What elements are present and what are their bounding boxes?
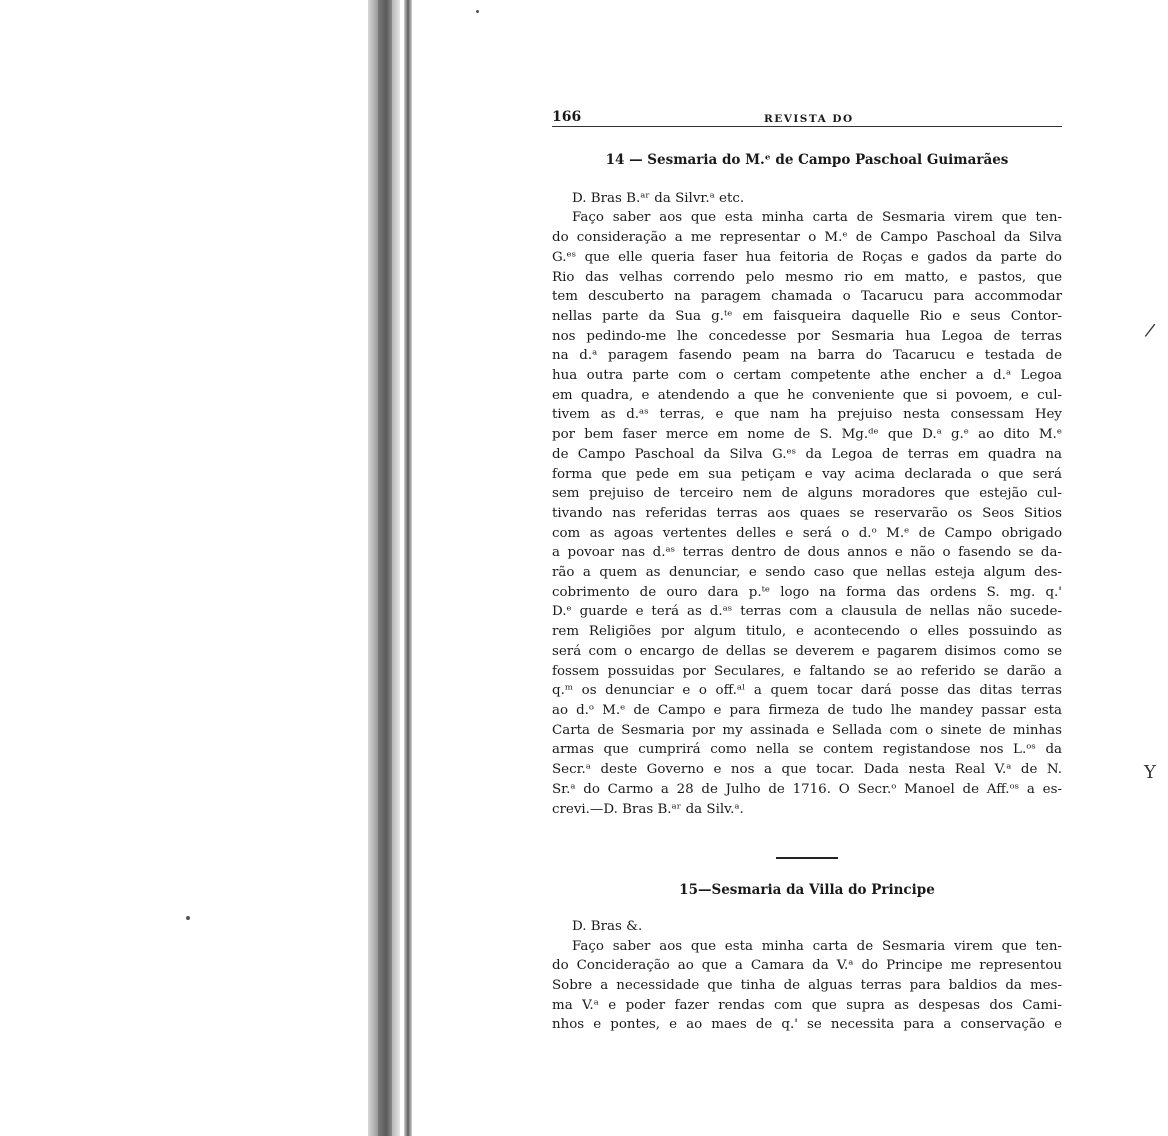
text-line: q.ᵐ os denunciar e o off.ᵃˡ a quem tocar dará posse das ditas terras <box>552 683 1062 699</box>
text-line: Faço saber aos que esta minha carta de Sesmaria virem que ten- <box>572 938 1062 954</box>
text-line: do consideração a me representar o M.ᵉ de Campo Paschoal da Silva <box>552 230 1062 246</box>
text-line: forma que pede em sua petiçam e vay acima declarada o que será <box>552 466 1062 482</box>
book-gutter-edge <box>368 0 378 1136</box>
text-line: por bem faser merce em nome de S. Mg.ᵈᵉ que D.ᵃ g.ᵉ ao dito M.ᵉ <box>552 427 1062 443</box>
section-body <box>552 937 1062 1036</box>
text-line: sem prejuiso de terceiro nem de alguns moradores que estejão cul- <box>552 486 1062 502</box>
book-gutter-highlight <box>392 0 400 1136</box>
text-line: cobrimento de ouro dara p.ᵗᵉ logo na forma das ordens S. mg. q.' <box>552 584 1062 600</box>
text-line: tivando nas referidas terras aos quaes se reservarão os Seos Sitios <box>552 505 1062 521</box>
salutation: D. Bras B.ᵃʳ da Silvr.ᵃ etc. <box>572 190 745 206</box>
text-line: ao d.ᵒ M.ᵉ de Campo e para firmeza de tudo lhe mandey passar esta <box>552 702 1062 718</box>
text-line: tem descuberto na paragem chamada o Tacarucu para accommodar <box>552 289 1062 305</box>
text-line: Faço saber aos que esta minha carta de Sesmaria virem que ten- <box>572 210 1062 226</box>
running-head <box>552 106 1062 127</box>
text-line: do Concideração ao que a Camara da V.ᵃ do Principe me representou <box>552 958 1062 974</box>
document-page <box>552 106 1062 1035</box>
text-line: Sobre a necessidade que tinha de alguas terras para baldios da mes- <box>552 978 1062 994</box>
text-line: armas que cumprirá como nella se contem registandose nos L.ᵒˢ da <box>552 742 1062 758</box>
text-line: rem Religiões por algum titulo, e acontecendo o elles possuindo as <box>552 624 1062 640</box>
text-line: de Campo Paschoal da Silva G.ᵉˢ da Legoa de terras em quadra na <box>552 446 1062 462</box>
section-heading: 15—Sesmaria da Villa do Principe <box>679 882 935 899</box>
book-gutter-fold <box>404 0 412 1136</box>
text-line: hua outra parte com o certam competente athe encher a d.ᵃ Legoa <box>552 368 1062 384</box>
book-gutter-shadow <box>378 0 392 1136</box>
text-line: fossem possuidas por Seculares, e faltando se ao referido se darão a <box>552 663 1062 679</box>
text-line: rão a quem as denunciar, e sendo caso que nellas esteja algum des- <box>552 565 1062 581</box>
section-body <box>552 208 1062 819</box>
text-line: nellas parte da Sua g.ᵗᵉ em faisqueira daquelle Rio e seus Contor- <box>552 308 1062 324</box>
text-line: Sr.ᵃ do Carmo a 28 de Julho de 1716. O Secr.ᵒ Manoel de Aff.ᵒˢ a es- <box>552 781 1062 797</box>
text-line: na d.ᵃ paragem fasendo peam na barra do Tacarucu e testada de <box>552 348 1062 364</box>
text-line: G.ᵉˢ que elle queria faser hua feitoria de Roças e gados da parte do <box>552 249 1062 265</box>
text-line: em quadra, e atendendo a que he conveniente que si povoem, e cul- <box>552 387 1062 403</box>
page-number: 166 <box>552 109 582 125</box>
text-line: ma V.ᵃ e poder fazer rendas com que supra as despesas dos Cami- <box>552 997 1062 1013</box>
scan-speck <box>476 10 479 13</box>
text-line: crevi.—D. Bras B.ᵃʳ da Silv.ᵃ. <box>552 801 744 817</box>
salutation: D. Bras &. <box>572 918 643 934</box>
margin-pencil-mark: Y <box>1144 762 1156 783</box>
text-line: nos pedindo-me lhe concedesse por Sesmaria hua Legoa de terras <box>552 328 1062 344</box>
text-line: D.ᵉ guarde e terá as d.ᵃˢ terras com a clausula de nellas não sucede- <box>552 604 1062 620</box>
text-line: com as agoas vertentes delles e será o d.ᵒ M.ᵉ de Campo obrigado <box>552 525 1062 541</box>
journal-title: REVISTA DO <box>764 113 854 125</box>
text-line: nhos e pontes, e ao maes de q.' se necessita para a conservação e <box>552 1017 1062 1033</box>
text-line: Rio das velhas correndo pelo mesmo rio em matto, e pastos, que <box>552 269 1062 285</box>
section-divider <box>776 857 838 859</box>
text-line: Secr.ᵃ deste Governo e nos a que tocar. Dada nesta Real V.ᵃ de N. <box>552 762 1062 778</box>
scan-speck <box>186 916 190 920</box>
margin-pencil-mark: / <box>1143 319 1157 342</box>
text-line: Carta de Sesmaria por my assinada e Sellada com o sinete de minhas <box>552 722 1062 738</box>
section-heading: 14 — Sesmaria do M.ᵉ de Campo Paschoal Guimarães <box>605 152 1009 168</box>
text-line: a povoar nas d.ᵃˢ terras dentro de dous annos e não o fasendo se da- <box>552 545 1062 561</box>
text-line: será com o encargo de dellas se deverem e pagarem disimos como se <box>552 643 1062 659</box>
text-line: tivem as d.ᵃˢ terras, e que nam ha prejuiso nesta consessam Hey <box>552 407 1062 423</box>
